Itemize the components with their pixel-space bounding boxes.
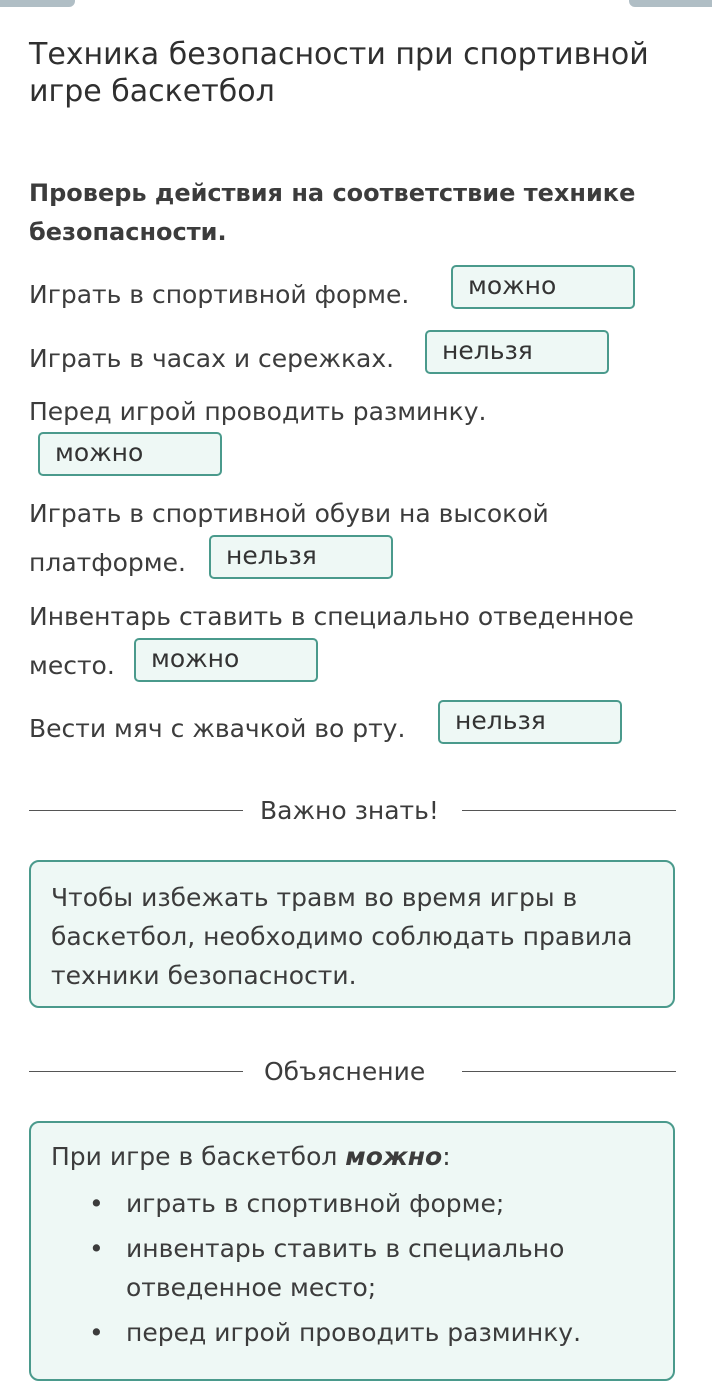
page-title: Техника безопасности при спортивной игре баскетбол — [29, 37, 649, 109]
explanation-item-2: • инвентарь ставить в специально отведенное место; — [51, 1229, 653, 1307]
explanation-item-3: • перед игрой проводить разминку. — [51, 1313, 653, 1352]
explanation-box — [29, 1121, 675, 1381]
top-tab-left — [0, 0, 75, 7]
answer-dropdown-6[interactable]: нельзя — [438, 700, 622, 744]
separator-line-right — [462, 810, 676, 811]
question-5-text-line2: место. — [29, 651, 115, 680]
explanation-intro-emphasis: можно — [345, 1142, 443, 1171]
explanation-heading: Объяснение — [264, 1057, 426, 1086]
explanation-intro-text: При игре в баскетбол — [51, 1142, 346, 1171]
question-4-text-line1: Играть в спортивной обуви на высокой — [29, 499, 549, 528]
important-text: Чтобы избежать травм во время игры в баскетбол, необходимо соблюдать правила техники безопасности. — [51, 883, 633, 990]
question-1-text: Играть в спортивной форме. — [29, 280, 410, 309]
separator-line-left-2 — [29, 1071, 243, 1072]
important-info-box — [29, 860, 675, 1008]
question-5-text-line1: Инвентарь ставить в специально отведенное — [29, 602, 634, 631]
separator-line-right-2 — [462, 1071, 676, 1072]
explanation-item-1: • играть в спортивной форме; — [51, 1184, 653, 1223]
question-4-text-line2: платформе. — [29, 548, 186, 577]
question-2-text: Играть в часах и сережках. — [29, 344, 395, 373]
explanation-intro-end: : — [442, 1142, 451, 1171]
explanation-intro — [51, 1137, 653, 1176]
instruction-text: Проверь действия на соответствие технике безопасности. — [29, 179, 636, 246]
important-heading: Важно знать! — [260, 796, 439, 825]
answer-dropdown-4[interactable]: нельзя — [209, 535, 393, 579]
separator-line-left — [29, 810, 243, 811]
answer-dropdown-2[interactable]: нельзя — [425, 330, 609, 374]
answer-dropdown-1[interactable]: можно — [451, 265, 635, 309]
question-6-text: Вести мяч с жвачкой во рту. — [29, 714, 406, 743]
answer-dropdown-3[interactable]: можно — [38, 432, 222, 476]
top-tab-right — [629, 0, 712, 7]
explanation-list — [51, 1184, 653, 1352]
question-3-text: Перед игрой проводить разминку. — [29, 397, 487, 426]
answer-dropdown-5[interactable]: можно — [134, 638, 318, 682]
